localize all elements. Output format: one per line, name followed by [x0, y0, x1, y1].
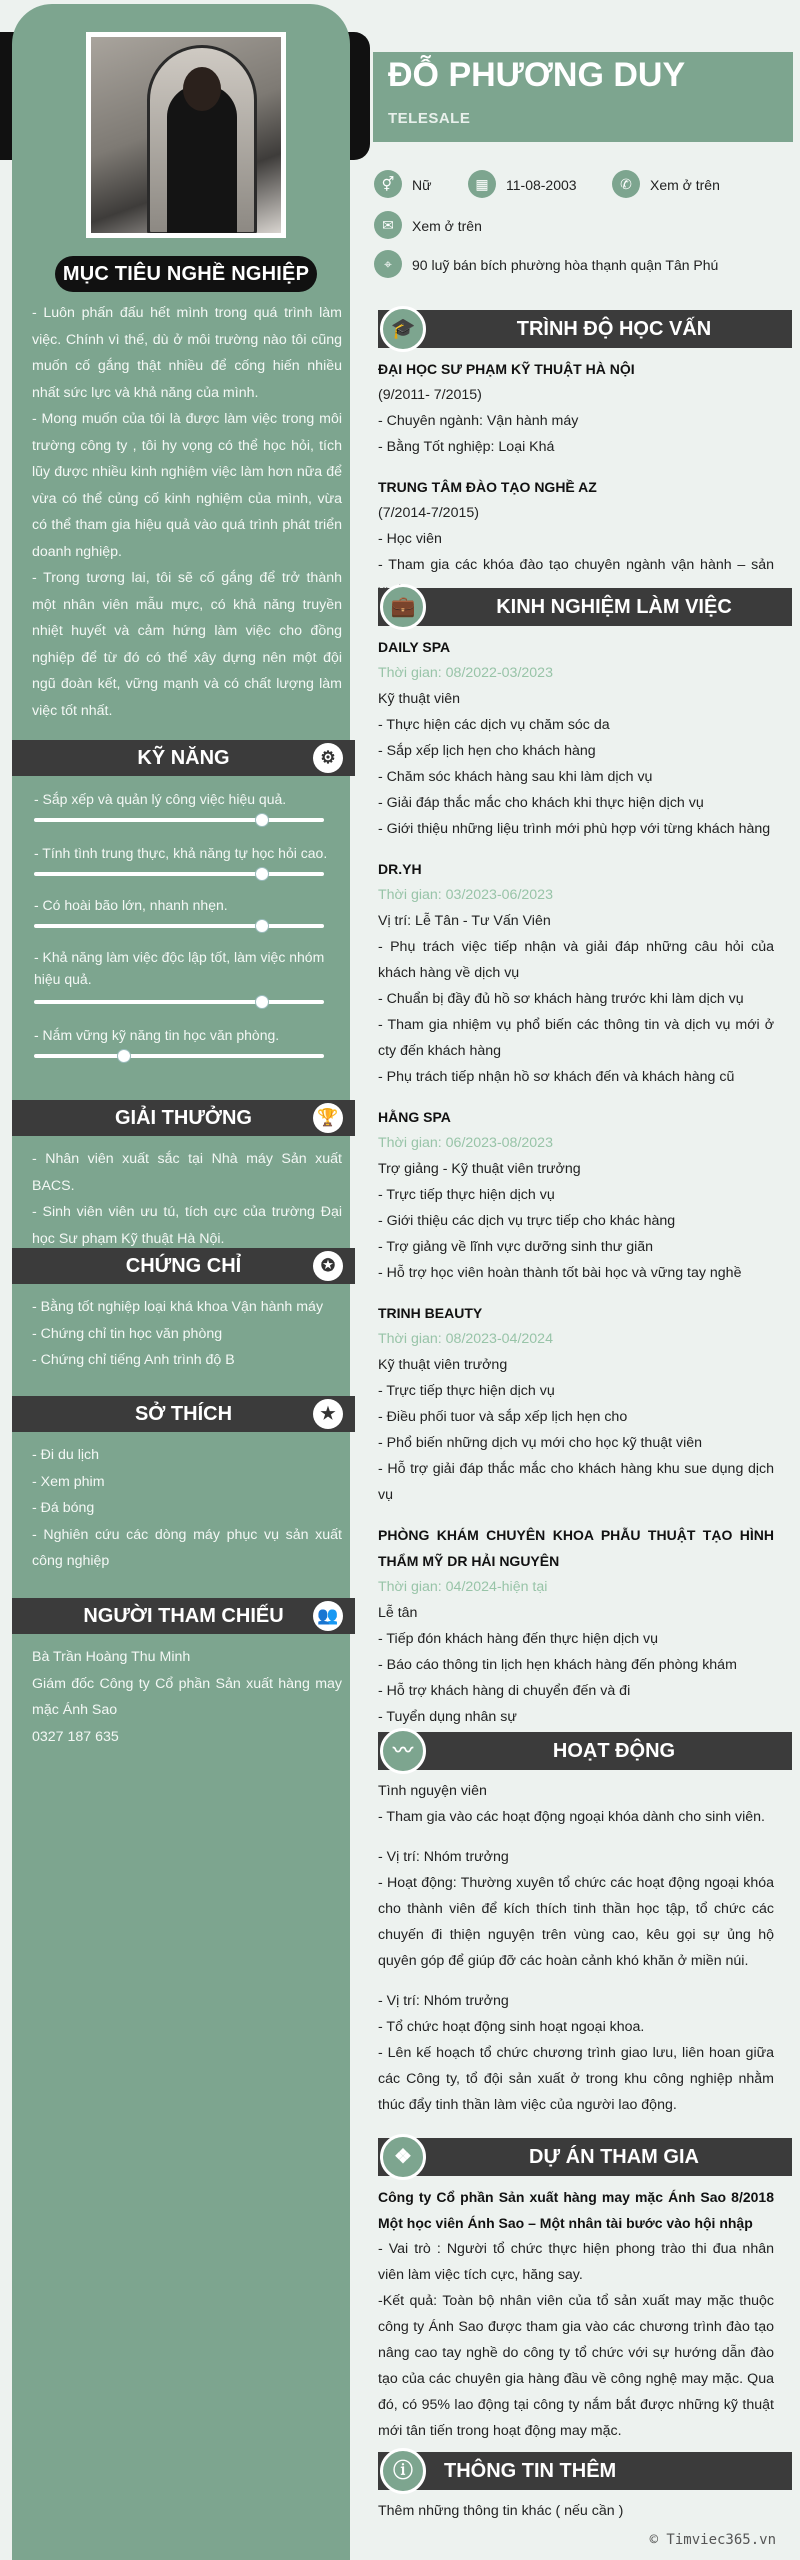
gender-icon: ⚥ — [374, 170, 402, 198]
job-duty: - Tiếp đón khách hàng đến thực hiện dịch vụ — [378, 1631, 659, 1647]
school-period: (7/2014-7/2015) — [378, 505, 479, 521]
skills-header — [12, 740, 355, 776]
certificates-text — [32, 1294, 342, 1374]
job-period: Thời gian: 06/2023-08/2023 — [378, 1135, 553, 1151]
job-duty: - Phổ biến những dịch vụ mới cho học kỹ thuật viên — [378, 1435, 703, 1451]
education-list — [378, 356, 774, 604]
school-detail: - Tham gia các khóa đào tạo chuyên ngành vận hành – sản — [378, 557, 774, 573]
job-period: Thời gian: 08/2022-03/2023 — [378, 665, 553, 681]
skill-label: - Sắp xếp và quản lý công việc hiệu quả. — [34, 791, 287, 807]
hobbies-text — [32, 1442, 342, 1575]
hobbies-title: SỞ THÍCH — [134, 1403, 233, 1425]
job-duty: - Trực tiếp thực hiện dịch vụ — [378, 1383, 555, 1399]
skill-level-knob — [255, 919, 269, 933]
skill-label: - Có hoài bão lớn, nhanh nhẹn. — [34, 897, 228, 913]
project-line: -Kết quả: Toàn bộ nhân viên của tổ sản xuất may mặc thuộc công ty Ánh Sao được tham gia vào các chương trình đào tạo nâng cao tay nghề do công ty tổ chức với sự hướng dẫn đào tạo của các chuyên gia hàng đầu về công nghệ may mặc. Qua đó, có 95% lao động tại công ty nắm bắt được những kỹ thuật mới tân tiến trong hoạt động may mặc. — [378, 2293, 774, 2439]
project-line: - Vai trò : Người tổ chức thực hiện phong trào thi đua nhân viên làm việc tích cực, hăng say. — [378, 2241, 774, 2283]
job-duty: - Giới thiệu những liệu trình mới phù hợp với từng khách hàng — [378, 821, 771, 837]
reference-line: Bà Trần Hoàng Thu Minh — [32, 1649, 191, 1665]
email-value: Xem ở trên — [412, 218, 482, 234]
objective-text — [32, 300, 342, 724]
activity-line: - Tổ chức hoạt động sinh hoạt ngoại khoa. — [378, 2019, 645, 2035]
project-name: Công ty Cổ phần Sản xuất hàng may mặc Ánh Sao 8/2018 Một học viên Ánh Sao – Một nhân tài bước vào hội nhập — [378, 2189, 774, 2231]
job-duty: - Sắp xếp lịch hẹn cho khách hàng — [378, 743, 596, 759]
activity-line: - Tham gia vào các hoạt động ngoại khóa dành cho sinh viên. — [378, 1809, 766, 1825]
certificate-line: - Chứng chỉ tiếng Anh trình độ B — [32, 1352, 235, 1368]
briefcase-icon: 💼 — [380, 584, 426, 630]
reference-line: 0327 187 635 — [32, 1728, 119, 1745]
activities-header — [378, 1732, 792, 1770]
skill-label: - Khả năng làm việc độc lập tốt, làm việc nhóm hiệu quả. — [34, 949, 325, 987]
phone-value: Xem ở trên — [650, 177, 720, 193]
skill-level-knob — [255, 813, 269, 827]
layers-icon: ❖ — [380, 2134, 426, 2180]
objective-paragraph: - Mong muốn của tôi là được làm việc trong môi trường công ty , tôi hy vọng có thể học hỏi, tích lũy được nhiều kinh nghiệm việc làm hơn nữa để vừa có thể củng cố kinh nghiệm của mình, vừa có thể tham gia hiệu quả vào quá trình phát triển doanh nghiệp. — [32, 411, 342, 560]
footer-watermark: © Timviec365.vn — [649, 2532, 776, 2548]
medal-icon: ✪ — [313, 1251, 343, 1281]
school-name: ĐẠI HỌC SƯ PHẠM KỸ THUẬT HÀ NỘI — [378, 361, 635, 377]
skill-bar — [34, 1054, 324, 1058]
info-icon: ⓘ — [380, 2448, 426, 2494]
objective-paragraph: - Luôn phấn đấu hết mình trong quá trình làm việc. Chính vì thế, dù ở môi trường nào tôi cũng muốn cố gắng thật nhiều để cống hiến nhiều nhất sức lực và khả năng của mình. — [32, 305, 342, 401]
experience-list — [378, 634, 774, 1730]
candidate-name: ĐỖ PHƯƠNG DUY — [388, 56, 686, 94]
projects-title: DỰ ÁN THAM GIA — [529, 2146, 699, 2168]
skill-bar — [34, 1000, 324, 1004]
projects-list — [378, 2184, 774, 2444]
hobby-line: - Xem phim — [32, 1473, 105, 1490]
job-duty: - Thực hiện các dịch vụ chăm sóc da — [378, 717, 610, 733]
company-name: DAILY SPA — [378, 639, 451, 655]
activity-line: - Lên kế hoạch tổ chức chương trình giao lưu, liên hoan giữa các Công ty, tổ đội sản xuất ở trong khu công nghiệp nhằm thúc đẩy tinh thần làm việc của người lao động. — [378, 2045, 774, 2113]
job-duty: - Hỗ trợ học viên hoàn thành tốt bài học và vững tay nghề — [378, 1265, 742, 1281]
people-icon: 👥 — [313, 1601, 343, 1631]
job-duty: - Trợ giảng về lĩnh vực dưỡng sinh thư giãn — [378, 1239, 654, 1255]
education-header — [378, 310, 792, 348]
award-line: - Nhân viên xuất sắc tại Nhà máy Sản xuất BACS. — [32, 1151, 342, 1194]
education-title: TRÌNH ĐỘ HỌC VẤN — [516, 318, 712, 340]
company-name: DR.YH — [378, 861, 422, 877]
awards-title: GIẢI THƯỞNG — [115, 1107, 252, 1129]
company-name: HẰNG SPA — [378, 1109, 451, 1125]
activity-line: - Hoạt động: Thường xuyên tổ chức các hoạt động ngoại khóa cho thành viên để kích thích tinh thần học tập, tổ chức các chuyến đi thiện nguyện trên vùng cao, kêu gọi sự ủng hộ quyên góp để giúp đỡ các hoàn cảnh khó khăn ở miền núi. — [378, 1875, 774, 1969]
certificates-header — [12, 1248, 355, 1284]
references-header — [12, 1598, 355, 1634]
certificate-line: - Chứng chỉ tin học văn phòng — [32, 1325, 223, 1342]
address-value: 90 luỹ bán bích phường hòa thạnh quận Tân Phú — [412, 257, 719, 273]
skill-bar — [34, 872, 324, 876]
certificates-title: CHỨNG CHỈ — [125, 1255, 242, 1277]
sidebar — [12, 4, 350, 2560]
experience-title: KINH NGHIỆM LÀM VIỆC — [496, 596, 732, 618]
school-name: TRUNG TÂM ĐÀO TẠO NGHỀ AZ — [378, 479, 597, 495]
job-position: Kỹ thuật viên — [378, 691, 461, 707]
job-period: Thời gian: 03/2023-06/2023 — [378, 887, 553, 903]
school-detail: - Bằng Tốt nghiệp: Loại Khá — [378, 439, 555, 455]
job-duty: - Trực tiếp thực hiện dịch vụ — [378, 1187, 555, 1203]
skill-level-knob — [117, 1049, 131, 1063]
activity-line: - Vị trí: Nhóm trưởng — [378, 1849, 509, 1865]
job-position: Vị trí: Lễ Tân - Tư Vấn Viên — [378, 913, 551, 929]
job-duty: - Chuẩn bị đầy đủ hồ sơ khách hàng trước khi làm dịch vụ — [378, 991, 744, 1007]
activity-line: Tình nguyện viên — [378, 1783, 487, 1799]
skill-label: - Tính tình trung thực, khả năng tự học hỏi cao. — [34, 845, 328, 861]
hobby-line: - Nghiên cứu các dòng máy phục vụ sản xuất công nghiệp — [32, 1526, 342, 1569]
extra-info-header — [378, 2452, 792, 2490]
hobbies-header — [12, 1396, 355, 1432]
job-position: Lễ tân — [378, 1605, 418, 1621]
gear-icon: ⚙ — [313, 743, 343, 773]
awards-text — [32, 1146, 342, 1252]
job-duty: - Giới thiệu các dịch vụ trực tiếp cho khác hàng — [378, 1213, 676, 1229]
dob-value: 11-08-2003 — [506, 177, 577, 193]
profile-photo — [86, 32, 286, 238]
location-icon: ⌖ — [374, 250, 402, 278]
school-detail: - Chuyên ngành: Vận hành máy — [378, 413, 579, 429]
skills-title: KỸ NĂNG — [137, 747, 230, 769]
job-duty: - Phụ trách tiếp nhận hồ sơ khách đến và khách hàng cũ — [378, 1069, 735, 1085]
activities-list — [378, 1778, 774, 2118]
calendar-icon: ▦ — [468, 170, 496, 198]
pulse-icon: 〰 — [380, 1728, 426, 1774]
job-duty: - Báo cáo thông tin lịch hẹn khách hàng đến phòng khám — [378, 1657, 737, 1673]
company-name: PHÒNG KHÁM CHUYÊN KHOA PHẪU THUẬT TẠO HÌNH THẨM MỸ DR HẢI NGUYÊN — [378, 1527, 774, 1569]
job-position: Kỹ thuật viên trưởng — [378, 1357, 508, 1373]
job-period: Thời gian: 04/2024-hiện tại — [378, 1579, 548, 1595]
trophy-icon: 🏆 — [313, 1103, 343, 1133]
candidate-role: TELESALE — [388, 110, 471, 127]
phone-icon: ✆ — [612, 170, 640, 198]
job-period: Thời gian: 08/2023-04/2024 — [378, 1331, 553, 1347]
experience-header — [378, 588, 792, 626]
school-detail: - Học viên — [378, 531, 442, 547]
objective-paragraph: - Trong tương lai, tôi sẽ cố gắng để trở thành một nhân viên mẫu mực, có khả năng truyền nhiệt huyết và cảm hứng làm việc cho đồng nghiệp để từ đó có thể xây dựng nên một đội ngũ đoàn kết, vững mạnh và có chất lượng làm việc tốt nhất. — [32, 570, 342, 719]
job-duty: - Hỗ trợ khách hàng di chuyển đến và đi — [378, 1683, 631, 1699]
graduation-cap-icon: 🎓 — [380, 306, 426, 352]
job-position: Trợ giảng - Kỹ thuật viên trưởng — [378, 1161, 581, 1177]
activities-title: HOẠT ĐỘNG — [552, 1740, 676, 1762]
job-duty: - Giải đáp thắc mắc cho khách khi thực hiện dịch vụ — [378, 795, 704, 811]
email-icon: ✉ — [374, 211, 402, 239]
extra-info-title: THÔNG TIN THÊM — [444, 2460, 617, 2482]
job-duty: - Phụ trách việc tiếp nhận và giải đáp những câu hỏi của khách hàng về dịch vụ — [378, 939, 774, 981]
job-duty: - Chăm sóc khách hàng sau khi làm dịch vụ — [378, 769, 653, 785]
job-duty: - Điều phối tuor và sắp xếp lịch hẹn cho — [378, 1409, 628, 1425]
skill-bar — [34, 924, 324, 928]
gender-value: Nữ — [412, 177, 432, 193]
star-icon: ★ — [313, 1399, 343, 1429]
awards-header — [12, 1100, 355, 1136]
references-title: NGƯỜI THAM CHIẾU — [83, 1605, 284, 1627]
award-line: - Sinh viên viên ưu tú, tích cực của trường Đại học Sư phạm Kỹ thuật Hà Nội. — [32, 1204, 342, 1247]
skill-level-knob — [255, 995, 269, 1009]
reference-line: Giám đốc Công ty Cổ phần Sản xuất hàng may mặc Ánh Sao — [32, 1675, 342, 1718]
certificate-line: - Bằng tốt nghiệp loại khá khoa Vận hành máy — [32, 1299, 324, 1315]
extra-info-text: Thêm những thông tin khác ( nếu cần ) — [378, 2503, 624, 2519]
objective-title: MỤC TIÊU NGHỀ NGHIỆP — [55, 256, 317, 292]
references-text — [32, 1644, 342, 1750]
hobby-line: - Đi du lịch — [32, 1447, 100, 1463]
skill-level-knob — [255, 867, 269, 881]
school-period: (9/2011- 7/2015) — [378, 387, 482, 403]
hobby-line: - Đá bóng — [32, 1500, 95, 1516]
job-duty: - Hỗ trợ giải đáp thắc mắc cho khách hàng khu sue dụng dịch vụ — [378, 1461, 774, 1503]
activity-line: - Vị trí: Nhóm trưởng — [378, 1993, 509, 2009]
projects-header — [378, 2138, 792, 2176]
job-duty: - Tham gia nhiệm vụ phổ biến các thông tin và dịch vụ mới ở cty đến khách hàng — [378, 1017, 774, 1059]
company-name: TRINH BEAUTY — [378, 1305, 483, 1321]
skill-label: - Nắm vững kỹ năng tin học văn phòng. — [34, 1027, 280, 1043]
skill-bar — [34, 818, 324, 822]
job-duty: - Tuyển dụng nhân sự — [378, 1709, 517, 1725]
